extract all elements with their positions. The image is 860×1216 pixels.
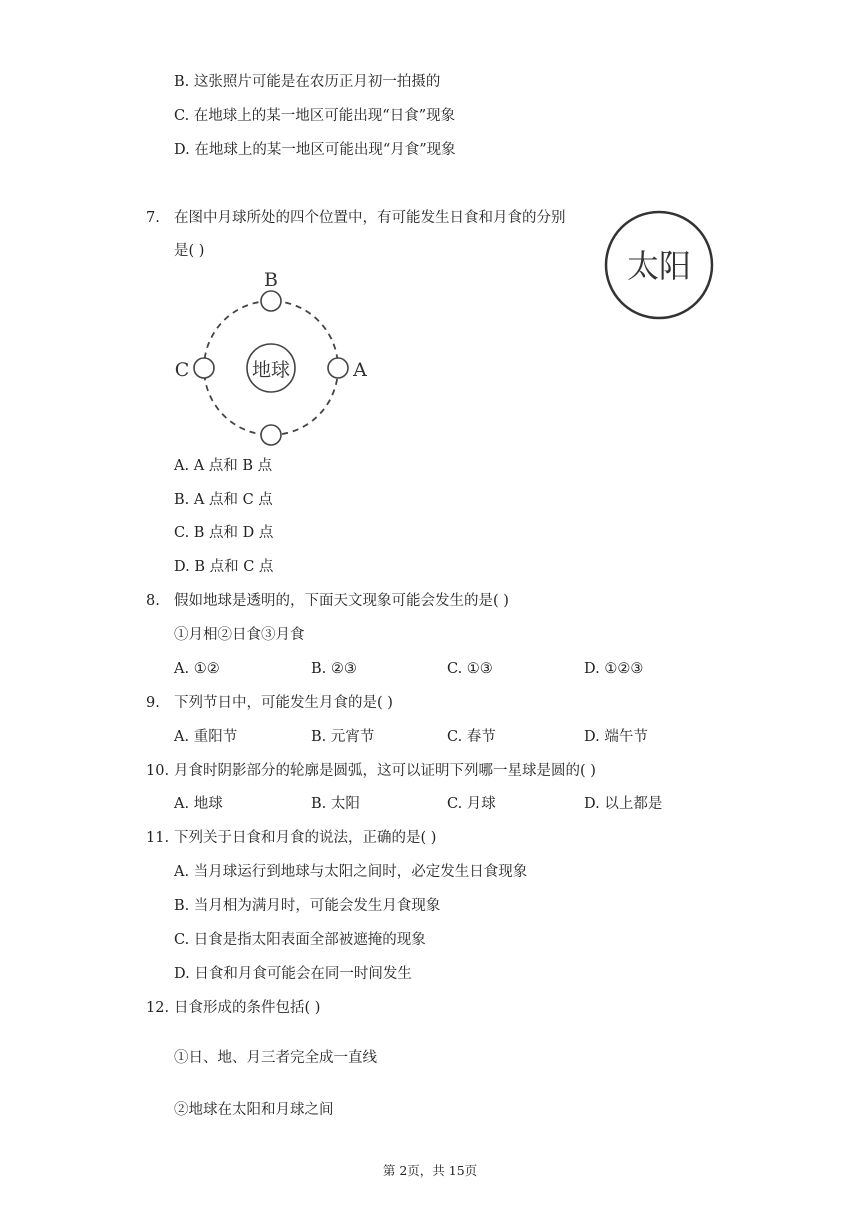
label-b: B <box>264 269 278 291</box>
moon-position-b <box>261 291 281 311</box>
question-7-text: 在图中月球所处的四个位置中，有可能发生日食和月食的分别 <box>174 210 566 226</box>
question-8-subtext: ①月相②日食③月食 <box>174 627 305 643</box>
question-8-option-c: C. ①③ <box>447 661 493 677</box>
prev-option-c: C. 在地球上的某一地区可能出现“日食”现象 <box>174 108 456 124</box>
question-9-option-b: B. 元宵节 <box>311 729 375 745</box>
page-footer: 第 2页，共 15页 <box>382 1163 478 1178</box>
question-12-item-1: ①日、地、月三者完全成一直线 <box>174 1050 377 1066</box>
question-9-text: 下列节日中，可能发生月食的是( ) <box>174 695 393 711</box>
question-12-item-2: ②地球在太阳和月球之间 <box>174 1102 334 1118</box>
moon-position-a <box>328 358 348 378</box>
moon-position-d <box>261 425 281 445</box>
orbit-diagram <box>168 266 378 450</box>
question-9-option-c: C. 春节 <box>447 729 496 745</box>
question-10-option-d: D. 以上都是 <box>584 796 663 812</box>
earth-label: 地球 <box>251 359 291 381</box>
question-12-number: 12. <box>146 1000 170 1016</box>
question-10-option-b: B. 太阳 <box>311 796 360 812</box>
sun-figure <box>600 206 718 324</box>
question-10-text: 月食时阴影部分的轮廓是圆弧，这可以证明下列哪一星球是圆的( ) <box>174 763 596 779</box>
question-9-option-a: A. 重阳节 <box>174 729 238 745</box>
question-11-text: 下列关于日食和月食的说法，正确的是( ) <box>174 830 437 846</box>
question-7-number: 7. <box>146 210 160 226</box>
moon-position-c <box>194 358 214 378</box>
question-12-text: 日食形成的条件包括( ) <box>174 1000 321 1016</box>
question-8-option-d: D. ①②③ <box>584 661 644 677</box>
question-8-option-a: A. ①② <box>174 661 220 677</box>
question-8-text: 假如地球是透明的，下面天文现象可能会发生的是( ) <box>174 593 509 609</box>
question-7-option-a: A. A 点和 B 点 <box>174 458 273 474</box>
sun-label: 太阳 <box>626 247 692 285</box>
question-7-option-b: B. A 点和 C 点 <box>174 492 273 508</box>
question-7-option-c: C. B 点和 D 点 <box>174 525 274 541</box>
question-7-text-cont: 是( ) <box>174 243 205 259</box>
question-9-number: 9. <box>146 695 160 711</box>
label-c: C <box>174 359 190 381</box>
prev-option-d: D. 在地球上的某一地区可能出现“月食”现象 <box>174 142 456 158</box>
question-8-number: 8. <box>146 593 160 609</box>
question-7-option-d: D. B 点和 C 点 <box>174 559 274 575</box>
question-11-option-a: A. 当月球运行到地球与太阳之间时，必定发生日食现象 <box>174 864 528 880</box>
question-10-number: 10. <box>146 763 170 779</box>
prev-option-b: B. 这张照片可能是在农历正月初一拍摄的 <box>174 74 441 90</box>
question-8-option-b: B. ②③ <box>311 661 357 677</box>
question-10-option-a: A. 地球 <box>174 796 223 812</box>
label-a: A <box>353 359 367 381</box>
question-9-option-d: D. 端午节 <box>584 729 648 745</box>
question-11-option-b: B. 当月相为满月时，可能会发生月食现象 <box>174 898 441 914</box>
question-11-number: 11. <box>146 830 170 846</box>
question-11-option-d: D. 日食和月食可能会在同一时间发生 <box>174 966 412 982</box>
question-10-option-c: C. 月球 <box>447 796 496 812</box>
question-11-option-c: C. 日食是指太阳表面全部被遮掩的现象 <box>174 932 426 948</box>
